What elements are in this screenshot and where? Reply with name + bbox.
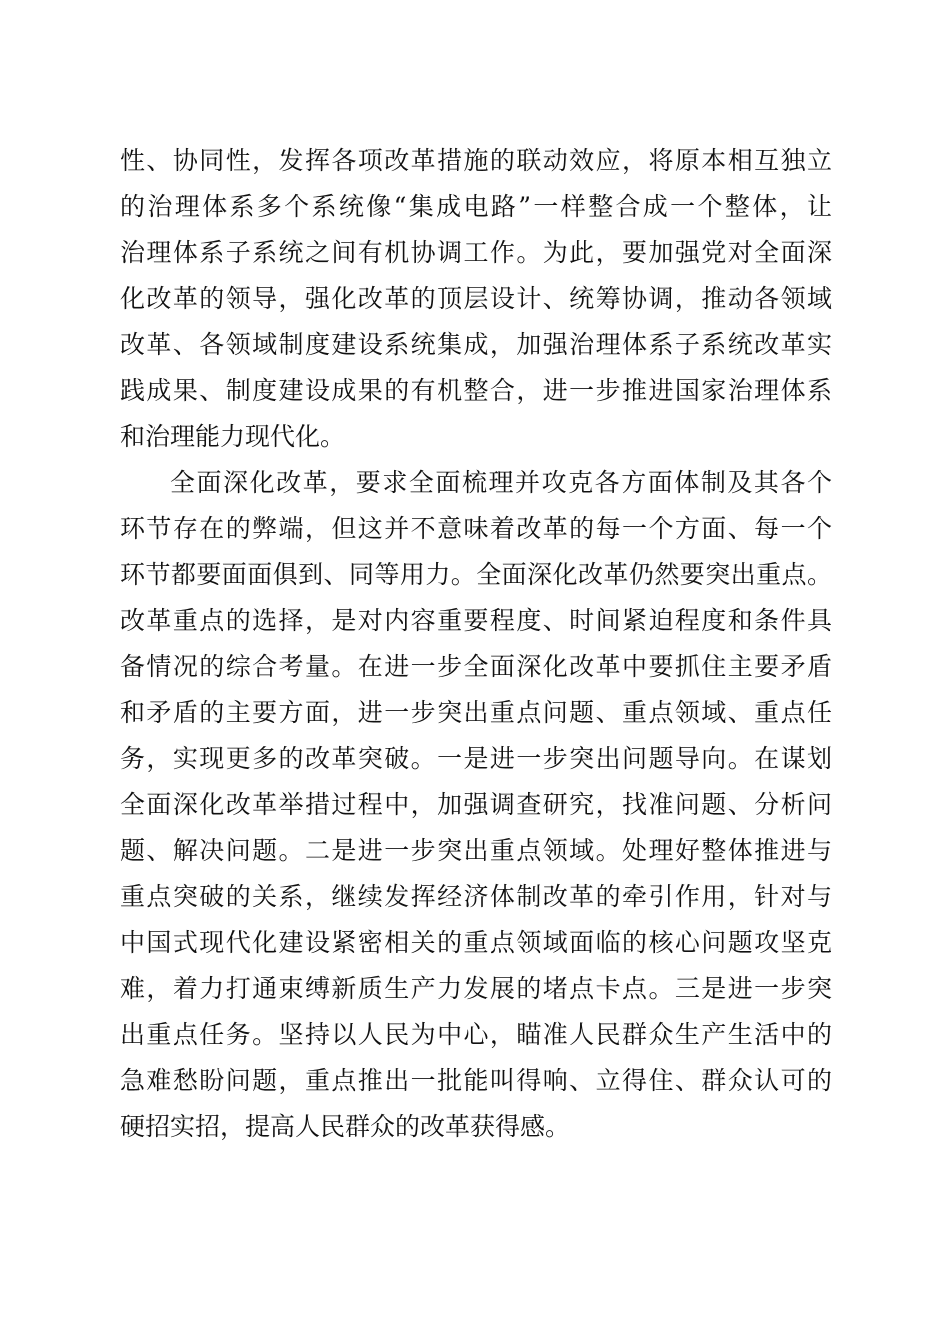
paragraph-1 — [120, 138, 832, 460]
text-line: 和治理能力现代化。 — [120, 422, 346, 451]
text-line: 急难愁盼问题，重点推出一批能叫得响、立得住、群众认可的 — [120, 1066, 832, 1095]
text-line: 题、解决问题。二是进一步突出重点领域。处理好整体推进与 — [120, 836, 832, 865]
text-line: 出重点任务。坚持以人民为中心，瞄准人民群众生产生活中的 — [120, 1020, 832, 1049]
text-line: 化改革的领导，强化改革的顶层设计、统筹协调，推动各领域 — [120, 284, 832, 313]
text-line: 全面深化改革，要求全面梳理并攻克各方面体制及其各个 — [170, 468, 832, 497]
text-line: 性、协同性，发挥各项改革措施的联动效应，将原本相互独立 — [120, 146, 832, 175]
text-line: 全面深化改革举措过程中，加强调查研究，找准问题、分析问 — [120, 790, 832, 819]
body-text — [120, 138, 832, 1150]
text-line: 备情况的综合考量。在进一步全面深化改革中要抓住主要矛盾 — [120, 652, 832, 681]
text-line: 改革、各领域制度建设系统集成，加强治理体系子系统改革实 — [120, 330, 832, 359]
text-line: 环节存在的弊端，但这并不意味着改革的每一个方面、每一个 — [120, 514, 832, 543]
text-line: 环节都要面面俱到、同等用力。全面深化改革仍然要突出重点。 — [120, 560, 832, 589]
text-line: 重点突破的关系，继续发挥经济体制改革的牵引作用，针对与 — [120, 882, 832, 911]
text-line: 改革重点的选择，是对内容重要程度、时间紧迫程度和条件具 — [120, 606, 832, 635]
text-line: 中国式现代化建设紧密相关的重点领域面临的核心问题攻坚克 — [120, 928, 832, 957]
paragraph-2 — [120, 460, 832, 1150]
text-line: 硬招实招，提高人民群众的改革获得感。 — [120, 1112, 571, 1141]
text-line: 和矛盾的主要方面，进一步突出重点问题、重点领域、重点任 — [120, 698, 832, 727]
text-line: 难，着力打通束缚新质生产力发展的堵点卡点。三是进一步突 — [120, 974, 832, 1003]
text-line: 的治理体系多个系统像“集成电路”一样整合成一个整体，让 — [120, 192, 832, 221]
text-line: 践成果、制度建设成果的有机整合，进一步推进国家治理体系 — [120, 376, 832, 405]
text-line: 务，实现更多的改革突破。一是进一步突出问题导向。在谋划 — [120, 744, 832, 773]
text-line: 治理体系子系统之间有机协调工作。为此，要加强党对全面深 — [120, 238, 832, 267]
